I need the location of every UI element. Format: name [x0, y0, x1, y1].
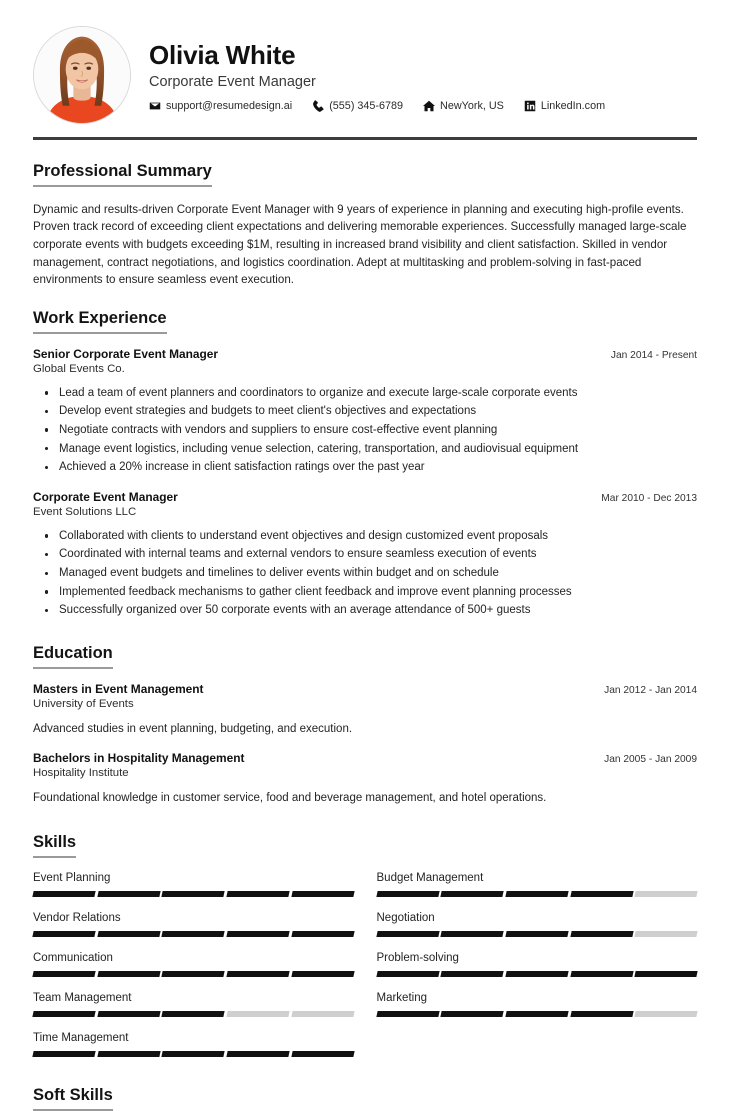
list-item: Achieved a 20% increase in client satisfaction ratings over the past year	[33, 458, 697, 477]
skill-segment	[441, 1011, 504, 1017]
skill-item	[33, 1032, 354, 1072]
skill-item	[33, 912, 354, 952]
section-soft-skills	[33, 1086, 697, 1111]
skill-segment	[570, 891, 633, 897]
list-item: Implemented feedback mechanisms to gather client feedback and improve event planning processes	[33, 583, 697, 602]
education-entry	[33, 682, 697, 738]
skill-segment	[570, 1011, 633, 1017]
skill-label: Negotiation	[376, 911, 435, 924]
education-institution: Hospitality Institute	[33, 766, 129, 779]
skill-segment	[376, 1011, 439, 1017]
section-heading-education: Education	[33, 644, 113, 669]
skill-label: Time Management	[33, 1031, 129, 1044]
skill-segment	[226, 1051, 289, 1057]
work-role: Corporate Event Manager	[33, 489, 178, 504]
section-heading-summary: Professional Summary	[33, 162, 212, 187]
work-entry	[33, 347, 697, 477]
skill-level-bar	[377, 971, 698, 977]
skill-segment	[505, 1011, 568, 1017]
skill-segment	[226, 891, 289, 897]
skill-segment	[291, 931, 354, 937]
skill-segment	[97, 971, 160, 977]
skill-segment	[291, 1051, 354, 1057]
skill-segment	[441, 931, 504, 937]
list-item: Manage event logistics, including venue selection, catering, transportation, and audiovisual equipment	[33, 440, 697, 459]
skill-segment	[376, 931, 439, 937]
education-date: Jan 2012 - Jan 2014	[604, 684, 697, 696]
skills-grid	[33, 872, 697, 1072]
skill-segment	[226, 1011, 289, 1017]
skill-level-bar	[33, 931, 354, 937]
identity-block	[149, 38, 697, 113]
education-institution: University of Events	[33, 697, 134, 710]
section-work-experience	[33, 309, 697, 620]
section-heading-soft-skills: Soft Skills	[33, 1086, 113, 1111]
page-title: Olivia White	[149, 39, 296, 70]
skill-level-bar	[33, 891, 354, 897]
work-date: Jan 2014 - Present	[610, 349, 697, 361]
skill-item	[33, 992, 354, 1032]
section-heading-work: Work Experience	[33, 309, 167, 334]
linkedin-icon	[524, 100, 536, 112]
list-item: Successfully organized over 50 corporate events with an average attendance of 500+ guests	[33, 601, 697, 620]
skill-segment	[32, 891, 95, 897]
list-item: Negotiate contracts with vendors and suppliers to ensure cost-effective event planning	[33, 421, 697, 440]
work-entry-head	[33, 347, 697, 361]
contact-linkedin[interactable]	[524, 100, 605, 112]
skill-segment	[635, 1011, 698, 1017]
education-date: Jan 2005 - Jan 2009	[604, 753, 697, 765]
skill-segment	[376, 891, 439, 897]
skill-label: Team Management	[33, 991, 132, 1004]
skill-segment	[376, 971, 439, 977]
skill-item	[377, 952, 698, 992]
home-icon	[423, 100, 435, 112]
contact-linkedin-label: LinkedIn.com	[540, 100, 606, 113]
list-item: Develop event strategies and budgets to meet client's objectives and expectations	[33, 402, 697, 421]
resume-header	[33, 26, 697, 130]
education-degree: Bachelors in Hospitality Management	[33, 750, 245, 765]
work-bullets	[33, 527, 697, 620]
skill-segment	[32, 1051, 95, 1057]
skill-segment	[162, 1011, 225, 1017]
profile-photo-graphic	[34, 27, 130, 123]
skill-segment	[570, 971, 633, 977]
skill-level-bar	[33, 971, 354, 977]
contact-email-label: support@resumedesign.ai	[166, 100, 293, 113]
skill-segment	[291, 1011, 354, 1017]
contact-location[interactable]	[423, 100, 504, 112]
skill-segment	[32, 931, 95, 937]
education-entry-head	[33, 682, 697, 696]
skill-segment	[291, 891, 354, 897]
skill-segment	[97, 931, 160, 937]
summary-text: Dynamic and results-driven Corporate Event Manager with 9 years of experience in planning and executing high-profile events. Proven track record of exceeding client expectations and delivering memorable experiences. Successfully managed large-scale corporate events with budgets exceeding $1M, resulting in increased brand visibility and client satisfaction. Skilled in vendor management, contract negotiations, and logistics coordination. Adept at multitasking and problem-solving in fast-paced environments to ensure seamless event execution.	[33, 202, 687, 287]
skill-segment	[291, 971, 354, 977]
skill-segment	[32, 1011, 95, 1017]
phone-icon	[312, 100, 324, 112]
list-item: Collaborated with clients to understand event objectives and design customized event proposals	[33, 527, 697, 546]
skill-level-bar	[33, 1011, 354, 1017]
skill-label: Problem-solving	[376, 951, 459, 964]
work-organization: Event Solutions LLC	[33, 505, 137, 518]
contact-phone[interactable]	[312, 100, 403, 112]
skill-segment	[97, 891, 160, 897]
skill-segment	[505, 971, 568, 977]
work-entry	[33, 490, 697, 620]
skill-segment	[97, 1011, 160, 1017]
skill-item	[33, 872, 354, 912]
section-heading-skills: Skills	[33, 833, 76, 858]
skill-item	[33, 952, 354, 992]
skill-segment	[226, 931, 289, 937]
skill-segment	[635, 931, 698, 937]
skill-segment	[32, 971, 95, 977]
skill-segment	[162, 971, 225, 977]
skill-segment	[226, 971, 289, 977]
skill-level-bar	[33, 1051, 354, 1057]
list-item: Coordinated with internal teams and external vendors to ensure seamless execution of events	[33, 545, 697, 564]
skill-level-bar	[377, 1011, 698, 1017]
work-bullets	[33, 384, 697, 477]
education-entry-head	[33, 751, 697, 765]
skill-segment	[505, 931, 568, 937]
section-education	[33, 644, 697, 807]
job-title: Corporate Event Manager	[149, 74, 316, 91]
work-date: Mar 2010 - Dec 2013	[601, 492, 697, 504]
section-skills	[33, 833, 697, 1072]
list-item: Lead a team of event planners and coordinators to organize and execute large-scale corporate events	[33, 384, 697, 403]
education-description: Foundational knowledge in customer service, food and beverage management, and hotel operations.	[33, 791, 547, 804]
skill-label: Vendor Relations	[33, 911, 121, 924]
skill-segment	[162, 931, 225, 937]
work-entry-head	[33, 490, 697, 504]
skill-level-bar	[377, 891, 698, 897]
contact-location-label: NewYork, US	[440, 100, 504, 113]
skill-label: Marketing	[376, 991, 427, 1004]
skill-segment	[635, 891, 698, 897]
education-entry	[33, 751, 697, 807]
avatar	[33, 26, 131, 124]
section-professional-summary	[33, 162, 697, 289]
skill-segment	[441, 971, 504, 977]
skill-segment	[162, 891, 225, 897]
skill-label: Communication	[33, 951, 113, 964]
envelope-icon	[149, 100, 161, 112]
skill-item	[377, 872, 698, 912]
skill-label: Event Planning	[33, 871, 111, 884]
contact-phone-label: (555) 345-6789	[329, 100, 404, 113]
skill-segment	[97, 1051, 160, 1057]
skill-segment	[570, 931, 633, 937]
skill-segment	[441, 891, 504, 897]
work-role: Senior Corporate Event Manager	[33, 346, 219, 361]
skill-label: Budget Management	[376, 871, 484, 884]
education-description: Advanced studies in event planning, budgeting, and execution.	[33, 722, 353, 735]
skill-segment	[505, 891, 568, 897]
education-degree: Masters in Event Management	[33, 681, 204, 696]
skill-level-bar	[377, 931, 698, 937]
header-divider	[33, 137, 697, 140]
work-organization: Global Events Co.	[33, 362, 125, 375]
skill-item	[377, 912, 698, 952]
skill-item	[377, 992, 698, 1032]
contact-email[interactable]	[149, 100, 292, 112]
skill-segment	[635, 971, 698, 977]
contact-list	[149, 100, 697, 112]
list-item: Managed event budgets and timelines to deliver events within budget and on schedule	[33, 564, 697, 583]
skill-segment	[162, 1051, 225, 1057]
